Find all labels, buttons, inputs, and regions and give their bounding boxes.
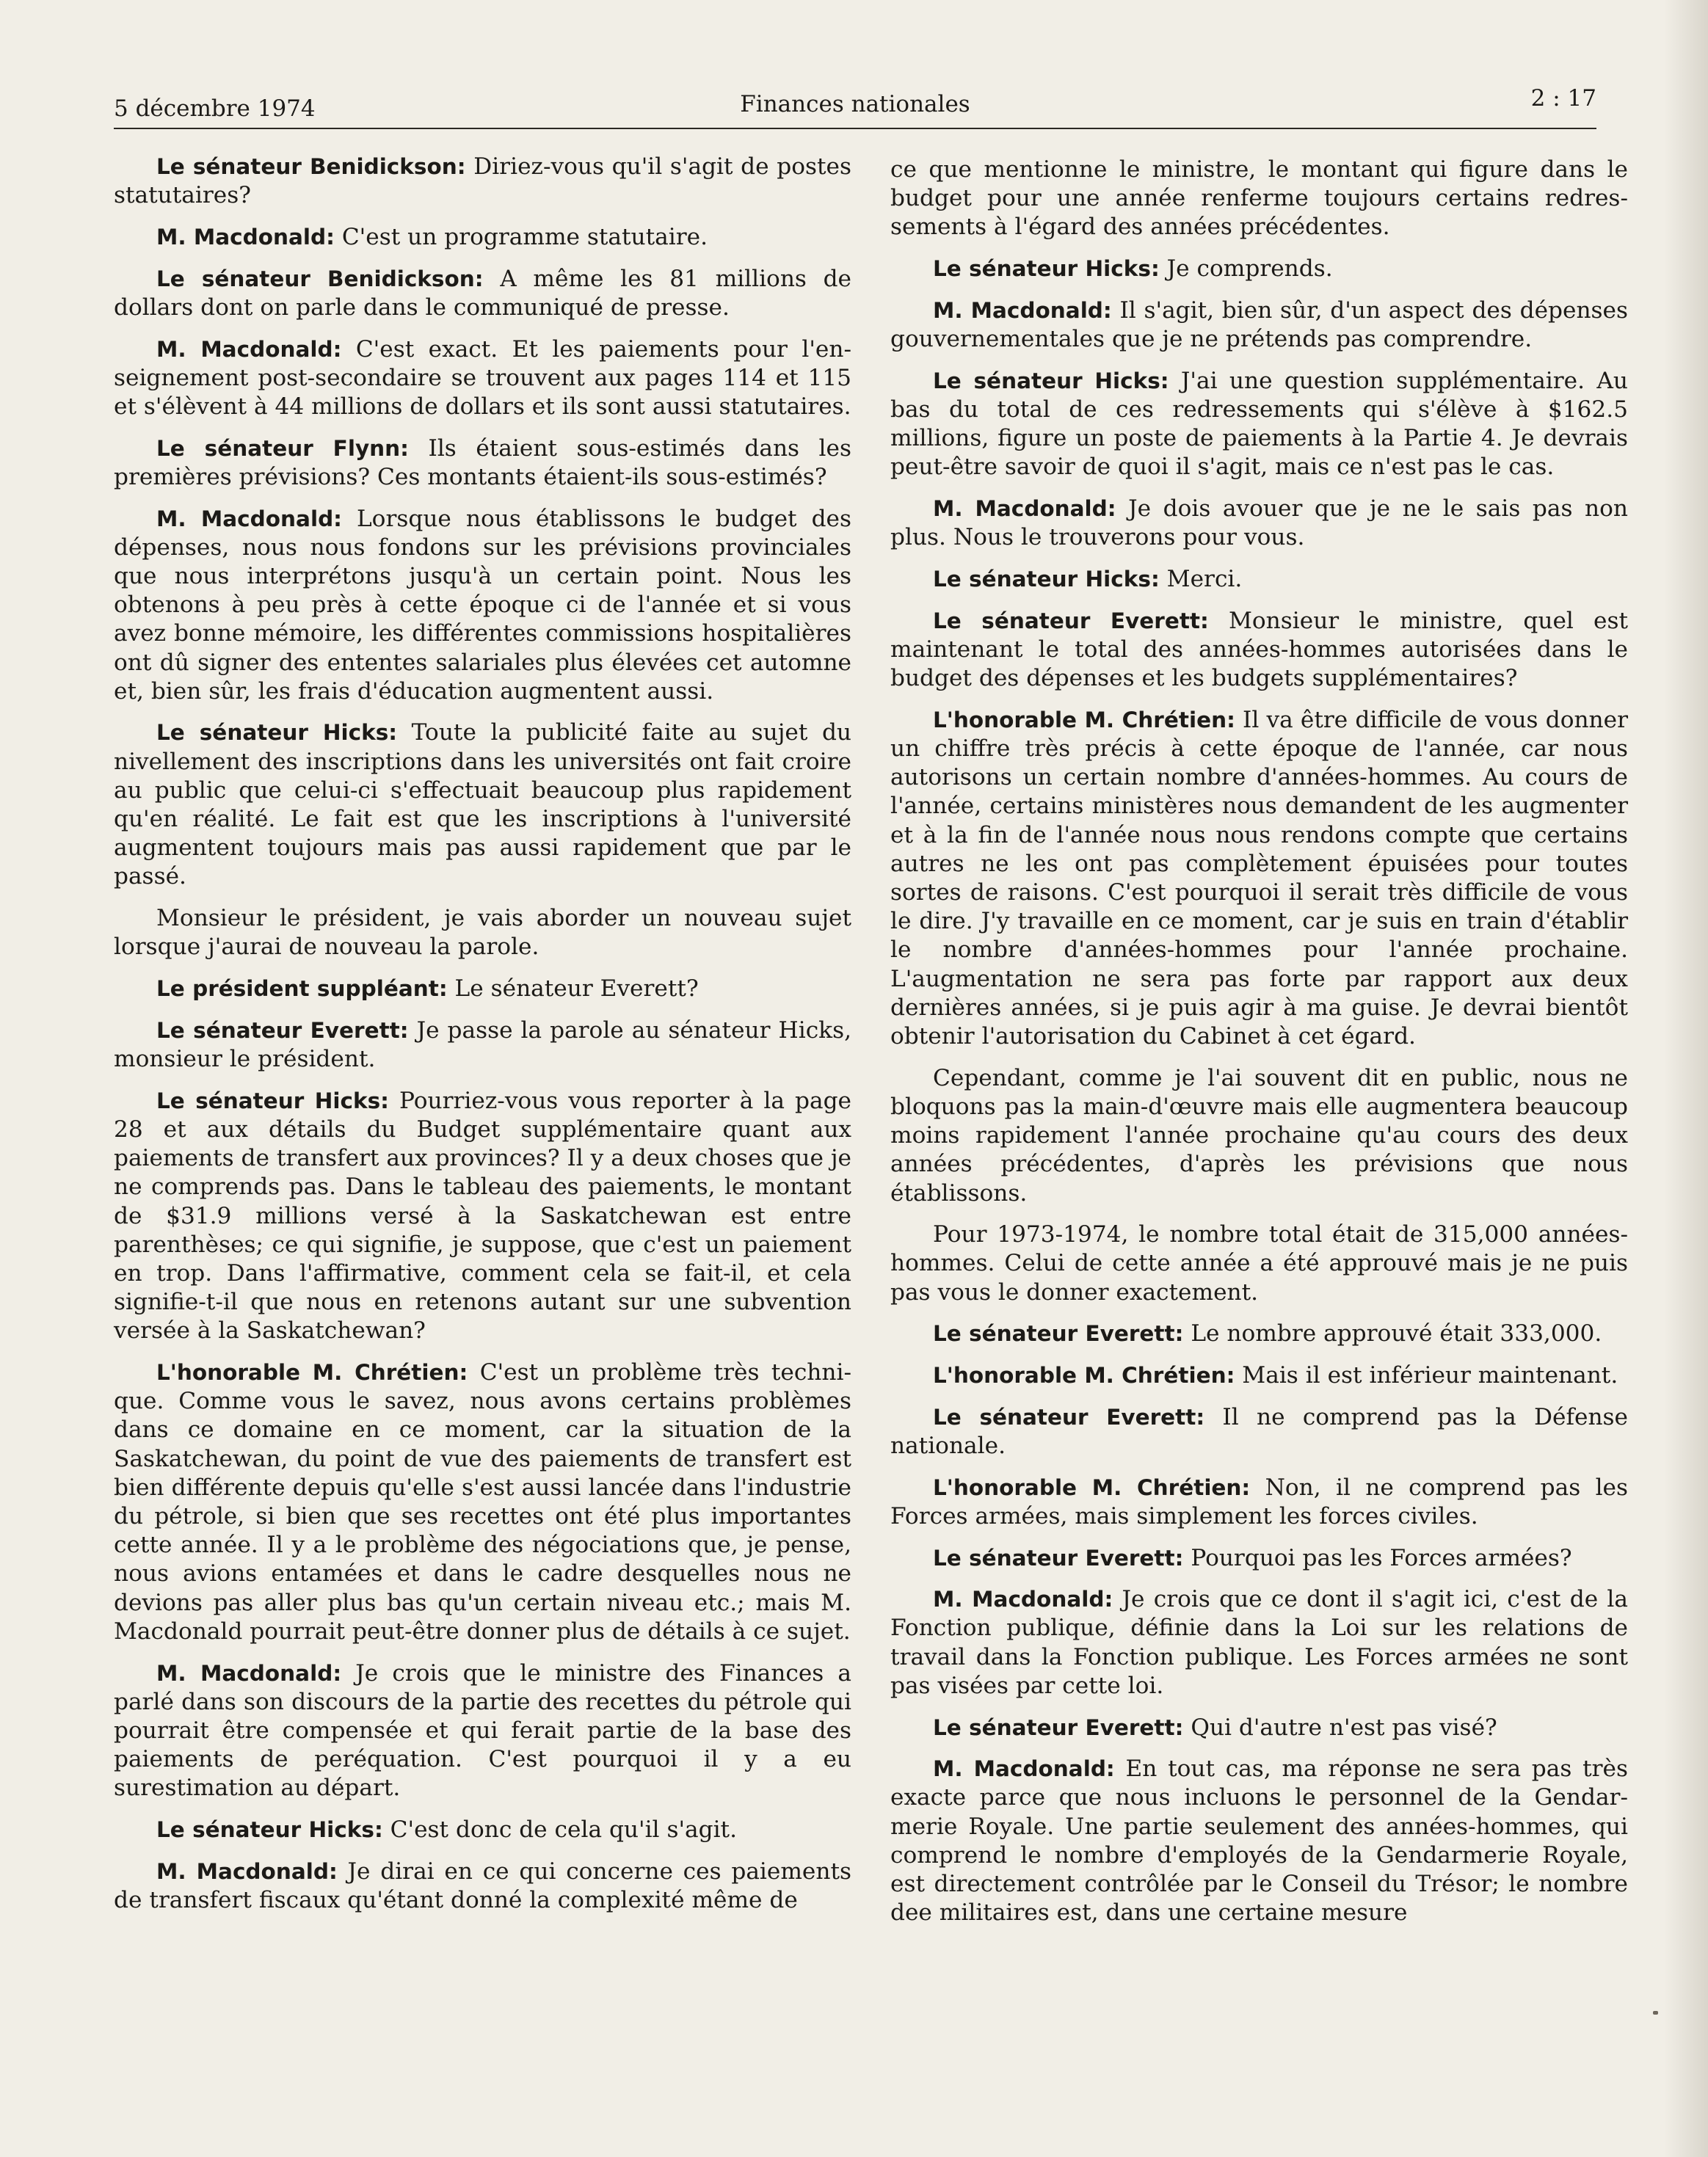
speech-paragraph bbox=[114, 1358, 851, 1646]
speaker-name: Le sénateur Hicks: bbox=[933, 368, 1169, 393]
speech-text: Pourriez-vous vous reporter à la page 28 et aux détails du Budget supplémentaire quant aux paiements de transfert aux provinces? Il y a deux choses que je ne comprends pas. Dans le tableau des paiements, le montant de $31.9 millions versé à la Saskatchewan est entre parenthèses; ce qui signifie, je suppose, que c'est un paiement en trop. Dans l'affirmative, comment cela se fait-il, et cela signifie-t-il que nous en retenons autant sur une subvention versée à la Saskatchewan? bbox=[114, 1087, 851, 1345]
speech-paragraph bbox=[890, 1755, 1628, 1927]
speaker-name: Le sénateur Hicks: bbox=[933, 566, 1160, 592]
speech-paragraph bbox=[890, 1714, 1628, 1742]
header-date: 5 décembre 1974 bbox=[114, 95, 316, 122]
speech-paragraph bbox=[890, 1474, 1628, 1531]
speaker-name: Le sénateur Everett: bbox=[933, 1545, 1184, 1571]
speech-text: C'est un programme statutaire. bbox=[334, 223, 708, 250]
speaker-name: Le sénateur Hicks: bbox=[933, 256, 1160, 282]
speaker-name: L'honorable M. Chrétien: bbox=[156, 1360, 468, 1386]
speech-paragraph bbox=[890, 495, 1628, 552]
header-rule bbox=[114, 128, 1596, 129]
header-title: Finances nationales bbox=[740, 91, 970, 117]
speech-text: Je comprends. bbox=[1159, 255, 1333, 283]
header-page-number: 2 : 17 bbox=[1530, 85, 1596, 112]
speaker-name: Le sénateur Hicks: bbox=[156, 1088, 389, 1113]
speech-text: Qui d'autre n'est pas visé? bbox=[1183, 1714, 1497, 1741]
speech-text: C'est exact. Et les paiements pour l'enseignement post-secondaire se trouvent aux pages 114 et 115 et s'élèvent à 44 millions de dollars et ils sont aussi statutaires. bbox=[114, 335, 851, 420]
speech-text: En tout cas, ma réponse ne sera pas très exacte parce que nous incluons le personnel de la Gendarmerie Royale. Une partie seulement des années-hommes, qui comprend le nombre d'employés de la Gendarmerie Royale, est directement contrôlée par le Conseil du Trésor; le nombre dee militaires est, dans une certaine mesure bbox=[890, 1756, 1628, 1927]
speech-paragraph bbox=[114, 1858, 851, 1915]
speech-text: C'est un problème très technique. Comme vous le savez, nous avons certains problèmes dans ce domaine en ce moment, car la situation de la Saskatchewan, du point de vue des paiements de transfert est bien différente depuis qu'elle s'est aussi lancée dans l'industrie du pétrole, si bien que ses recettes ont été plus importantes cette année. Il y a le problème des négociations que, je pense, nous avions entamées et dans le cadre desquelles nous ne devions pas aller plus bas qu'un certain niveau etc.; mais M. Macdonald pourrait peut-être donner plus de détails à ce sujet. bbox=[114, 1359, 851, 1645]
speech-paragraph bbox=[890, 255, 1628, 283]
speaker-name: Le sénateur Everett: bbox=[933, 1714, 1184, 1740]
speech-text: Toute la publicité faite au sujet du nivellement des inscriptions dans les universités ont fait croire au public que celui-ci s'effectuait beaucoup plus rapidement qu'en réalité. Le fait est que les inscriptions à l'université augmentent toujours mais pas aussi rapidement que par le passé. bbox=[114, 719, 851, 890]
speaker-name: Le sénateur Hicks: bbox=[156, 720, 398, 746]
speech-paragraph bbox=[890, 1585, 1628, 1700]
speech-paragraph bbox=[114, 223, 851, 252]
speaker-name: Le sénateur Hicks: bbox=[156, 1817, 383, 1843]
speech-text: Je dois avouer que je ne le sais pas non plus. Nous le trouverons pour vous. bbox=[890, 495, 1629, 551]
margin-speck bbox=[1653, 2011, 1658, 2015]
speech-paragraph bbox=[114, 1016, 851, 1074]
speech-paragraph bbox=[890, 565, 1628, 594]
speech-paragraph bbox=[114, 1659, 851, 1803]
speech-paragraph bbox=[114, 904, 851, 961]
speaker-name: M. Macdonald: bbox=[156, 224, 335, 250]
speech-text: A même les 81 millions de dollars dont on parle dans le communiqué de presse. bbox=[114, 265, 851, 321]
page-header bbox=[114, 82, 1596, 128]
speech-text: Monsieur le ministre, quel est maintenant le total des années-hommes autorisées dans le budget des dépenses et les budgets supplémentaires? bbox=[890, 607, 1628, 692]
speech-text: Le nombre approuvé était 333,000. bbox=[1183, 1320, 1602, 1347]
speech-text: ce que mentionne le ministre, le montant qui figure dans le budget pour une année renferme toujours certains redressements à l'égard des années précédentes. bbox=[890, 156, 1628, 241]
speaker-name: Le sénateur Everett: bbox=[933, 1404, 1205, 1430]
speech-text: Diriez-vous qu'il s'agit de postes statutaires? bbox=[114, 153, 851, 209]
speech-paragraph bbox=[890, 1403, 1628, 1461]
speaker-name: M. Macdonald: bbox=[156, 1858, 338, 1884]
speech-text: Pour 1973-1974, le nombre total était de 315,000 années-hommes. Celui de cette année a été approuvé mais je ne puis pas vous le donner exactement. bbox=[890, 1221, 1628, 1306]
speech-text: Il ne comprend pas la Défense nationale. bbox=[890, 1403, 1628, 1459]
speaker-name: Le sénateur Everett: bbox=[933, 608, 1209, 633]
speech-text: J'ai une question supplémentaire. Au bas du total de ces redressements qui s'élève à $162.5 millions, figure un poste de paiements à la Partie 4. Je devrais peut-être savoir de quoi il s'agit, mais ce n'est pas le cas. bbox=[890, 367, 1628, 481]
speaker-name: L'honorable M. Chrétien: bbox=[933, 707, 1235, 732]
speaker-name: M. Macdonald: bbox=[156, 506, 342, 531]
speech-paragraph bbox=[890, 1544, 1628, 1573]
speech-paragraph bbox=[114, 975, 851, 1003]
speaker-name: Le sénateur Flynn: bbox=[156, 435, 409, 461]
speech-text: Lorsque nous établissons le budget des dépenses, nous nous fondons sur les prévisions provinciales que nous interprétons jusqu'à un certain point. Nous les obtenons à peu près à cette époque ci de l'année et si vous avez bonne mémoire, les différentes commissions hospitalières ont dû signer des ententes salariales plus élevées cet automne et, bien sûr, les frais d'éducation augmentent aussi. bbox=[114, 505, 851, 705]
speech-text: Mais il est inférieur maintenant. bbox=[1235, 1362, 1618, 1389]
speech-paragraph bbox=[890, 367, 1628, 482]
speaker-name: M. Macdonald: bbox=[156, 1660, 342, 1686]
speaker-name: Le président suppléant: bbox=[156, 976, 448, 1002]
page-edge-shadow bbox=[1664, 0, 1708, 2157]
speech-paragraph bbox=[114, 434, 851, 492]
speaker-name: L'honorable M. Chrétien: bbox=[933, 1363, 1235, 1389]
speaker-name: M. Macdonald: bbox=[156, 336, 342, 362]
speaker-name: M. Macdonald: bbox=[933, 297, 1112, 323]
speech-paragraph bbox=[890, 1361, 1628, 1390]
speech-paragraph bbox=[114, 505, 851, 706]
speech-paragraph bbox=[890, 297, 1628, 354]
speech-text: C'est donc de cela qu'il s'agit. bbox=[382, 1816, 737, 1844]
speech-paragraph bbox=[890, 706, 1628, 1051]
speech-paragraph bbox=[890, 156, 1628, 242]
speaker-name: L'honorable M. Chrétien: bbox=[933, 1474, 1251, 1500]
speech-text: Je dirai en ce qui concerne ces paiements de transfert fiscaux qu'étant donné la complexité même de bbox=[114, 1858, 851, 1913]
speech-text: Je crois que ce dont il s'agit ici, c'est de la Fonction publique, définie dans la Loi sur les relations de travail dans la Fonction publique. Les Forces armées ne sont pas visées par cette loi. bbox=[890, 1586, 1628, 1699]
speaker-name: Le sénateur Benidickson: bbox=[156, 154, 466, 179]
speech-paragraph bbox=[114, 719, 851, 891]
speech-paragraph bbox=[114, 335, 851, 422]
speech-paragraph bbox=[114, 153, 851, 210]
speech-text: Non, il ne comprend pas les Forces armées, mais simplement les forces civiles. bbox=[890, 1474, 1628, 1529]
speaker-name: Le sénateur Everett: bbox=[156, 1017, 409, 1043]
speaker-name: M. Macdonald: bbox=[933, 1756, 1115, 1782]
speech-text: Je crois que le ministre des Finances a parlé dans son discours de la partie des recettes du pétrole qui pourrait être compensée et qui ferait partie de la base des paiements de peréquation. C'est pourquoi il y a eu surestimation au départ. bbox=[114, 1659, 851, 1802]
speaker-name: Le sénateur Everett: bbox=[933, 1321, 1184, 1347]
speech-text: Cependant, comme je l'ai souvent dit en public, nous ne bloquons pas la main-d'œuvre mais elle augmentera beaucoup moins rapidement l'année prochaine qu'au cours des deux années précédentes, d'après les prévisions que nous établissons. bbox=[890, 1064, 1628, 1207]
speech-paragraph bbox=[890, 607, 1628, 694]
speech-paragraph bbox=[114, 1087, 851, 1346]
speech-text: Je passe la parole au sénateur Hicks, monsieur le président. bbox=[114, 1016, 851, 1072]
speaker-name: Le sénateur Benidickson: bbox=[156, 266, 484, 291]
speech-text: Le sénateur Everett? bbox=[447, 975, 699, 1003]
speech-paragraph bbox=[890, 1064, 1628, 1208]
speech-paragraph bbox=[890, 1320, 1628, 1348]
speech-text: Pourquoi pas les Forces armées? bbox=[1183, 1544, 1572, 1571]
speech-text: Merci. bbox=[1159, 565, 1243, 592]
speaker-name: M. Macdonald: bbox=[933, 496, 1116, 522]
speech-text: Il va être difficile de vous donner un chiffre très précis à cette époque de l'année, car nous autorisons un certain nombre d'années-hommes. Au cours de l'année, certains ministères nous demandent de les augmenter et à la fin de l'année nous nous rendons compte que certains autres ne les ont pas complètement épuisées pour toutes sortes de raisons. C'est pourquoi il serait très difficile de vous le dire. J'y travaille en ce moment, car je suis en train d'établir le nombre d'années-hommes pour l'année prochaine. L'augmentation ne sera pas forte par rapport aux deux dernières années, si je puis agir à ma guise. Je devrai bientôt obtenir l'autorisation du Cabinet à cet égard. bbox=[890, 706, 1629, 1050]
left-column bbox=[114, 153, 851, 1928]
speech-paragraph bbox=[890, 1221, 1628, 1307]
speech-text: Ils étaient sous-estimés dans les premières prévisions? Ces montants étaient-ils sous-estimés? bbox=[114, 434, 851, 490]
speech-paragraph bbox=[114, 1816, 851, 1844]
speech-text: Monsieur le président, je vais aborder un nouveau sujet lorsque j'aurai de nouveau la parole. bbox=[114, 905, 851, 961]
speech-paragraph bbox=[114, 265, 851, 322]
right-column bbox=[890, 156, 1628, 1940]
speaker-name: M. Macdonald: bbox=[933, 1587, 1113, 1612]
speech-text: Il s'agit, bien sûr, d'un aspect des dépenses gouvernementales que je ne prétends pas comprendre. bbox=[890, 297, 1628, 353]
